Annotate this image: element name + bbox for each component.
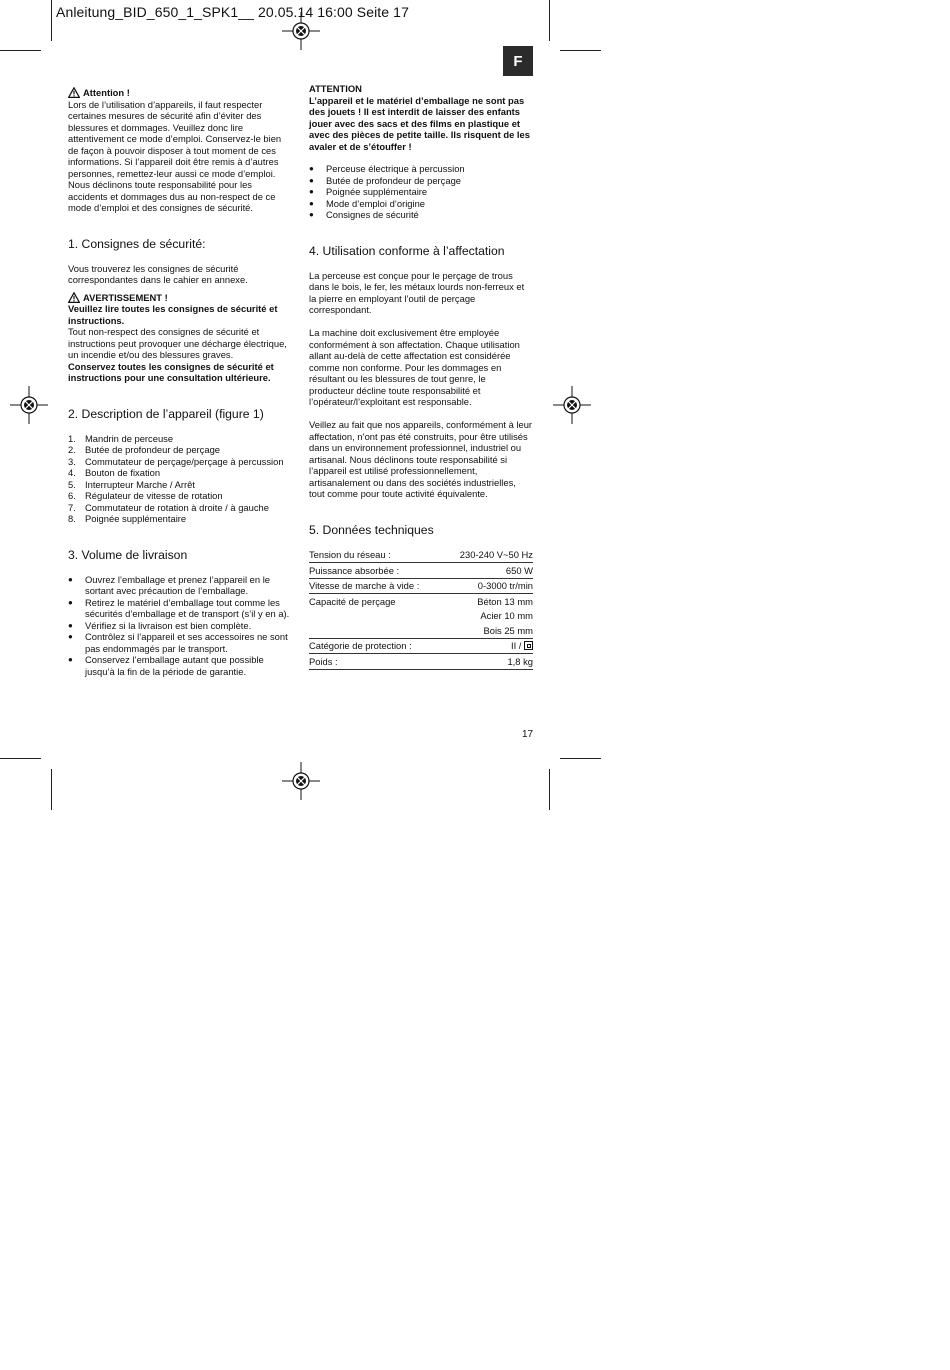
list-item: 8. Poignée supplémentaire (68, 513, 187, 524)
technical-data-table (309, 548, 533, 670)
list-item: ● Retirez le matériel d’emballage tout comme les sécurités d’emballage et de transport (s’il y en a). (68, 596, 290, 619)
section-4-title: 4. Utilisation conforme à l’affectation (309, 243, 505, 258)
attention-right-text: L’appareil et le matériel d’emballage ne sont pas des jouets ! Il est interdit de laisser des enfants jouer avec des sacs et des films en plastique et avec des pièces de petite taille. Ils risquent de les avaler et de s’étouffer ! (309, 94, 530, 152)
crop-mark (549, 769, 550, 810)
warning-triangle-icon (68, 87, 80, 98)
table-row: Puissance absorbée : 650 W (309, 563, 533, 579)
bullet-icon: ● (309, 198, 314, 208)
list-item: ● Butée de profondeur de perçage (309, 174, 461, 186)
list-item: ● Vérifiez si la livraison est bien complète. (68, 619, 252, 631)
table-row: Catégorie de protection : II / (309, 638, 533, 654)
section-2-title: 2. Description de l’appareil (figure 1) (68, 406, 264, 421)
list-item: 1. Mandrin de perceuse (68, 432, 174, 444)
print-slug: Anleitung_BID_650_1_SPK1__ 20.05.14 16:00 Seite 17 (56, 4, 409, 20)
list-item: 5. Interrupteur Marche / Arrêt (68, 478, 195, 490)
package-contents-list (309, 163, 533, 221)
bullet-icon: ● (68, 597, 73, 607)
registration-mark-icon (282, 762, 320, 800)
table-row: Capacité de perçage Béton 13 mm (309, 595, 533, 607)
section-3-title: 3. Volume de livraison (68, 547, 188, 562)
list-item: ● Ouvrez l’emballage et prenez l’appareil en le sortant avec précaution de l’emballage. (68, 573, 271, 596)
crop-mark (560, 758, 601, 759)
warning-bold-2: Conservez toutes les consignes de sécurité et instructions pour une consultation ultérieure. (68, 360, 274, 383)
table-row: Poids : 1,8 kg (309, 654, 533, 670)
list-item: 7. Commutateur de rotation à droite / à gauche (68, 501, 269, 513)
warning-title: AVERTISSEMENT ! (83, 291, 168, 303)
crop-mark (560, 50, 601, 51)
bullet-icon: ● (68, 620, 73, 630)
crop-mark (51, 769, 52, 810)
bullet-icon: ● (309, 210, 314, 219)
crop-mark (0, 758, 41, 759)
section-1-text: Vous trouverez les consignes de sécurité correspondantes dans le cahier en annexe. (68, 262, 248, 285)
right-column (309, 83, 533, 670)
list-item: ● Conservez l’emballage autant que possible jusqu’à la fin de la période de garantie. (68, 654, 264, 677)
table-row: Vitesse de marche à vide : 0-3000 tr/min (309, 578, 533, 594)
bullet-icon: ● (68, 574, 73, 584)
attention-heading (68, 87, 290, 99)
table-row: Acier 10 mm (480, 610, 533, 621)
warning-heading (68, 292, 290, 304)
list-item: 3. Commutateur de perçage/perçage à percussion (68, 455, 284, 467)
list-item: ● Contrôlez si l’appareil et ses accessoires ne sont pas endommagés par le transport. (68, 631, 288, 654)
attention-right-title: ATTENTION (309, 83, 362, 94)
registration-mark-icon (553, 386, 591, 424)
attention-text: Lors de l’utilisation d’appareils, il faut respecter certaines mesures de sécurité afin d’éviter des blessures et dommages. Veuillez donc lire attentivement ce mode d’emploi. Conservez-le bien de façon à pouvoir disposer à tout moment de ces informations. Si l’appareil doit être remis à d’autres personnes, remettez-leur aussi ce mode d’emploi. Nous déclinons toute responsabilité pour les accidents et dommages dus au non-respect de ce mode d’emploi et des consignes de sécurité. (68, 98, 282, 213)
section-4-paragraph-1: La perceuse est conçue pour le perçage de trous dans le bois, le fer, les métaux lourds non-ferreux et la pierre en employant l’outil de perçage correspondant. (309, 269, 525, 315)
list-item: 6. Régulateur de vitesse de rotation (68, 490, 223, 501)
section-1-title: 1. Consignes de sécurité: (68, 236, 206, 251)
parts-list (68, 433, 290, 525)
registration-mark-icon (282, 12, 320, 50)
table-row: Bois 25 mm (309, 623, 533, 638)
list-item: 2. Butée de profondeur de perçage (68, 444, 220, 455)
list-item: 4. Bouton de fixation (68, 467, 161, 478)
section-4-paragraph-2: La machine doit exclusivement être employée conformément à son affectation. Chaque utilisation allant au-delà de cette affectation est considérée comme non conforme. Pour les dommages en résultant ou les blessures de tout genre, le producteur décline toute responsabilité et l’opérateur/l’exploitant est responsable. (309, 327, 520, 407)
delivery-steps-list (68, 574, 290, 678)
list-item: ● Mode d’emploi d’origine (309, 197, 426, 209)
warning-bold-1: Veuillez lire toutes les consignes de sécurité et instructions. (68, 303, 278, 326)
crop-mark (549, 0, 550, 41)
protection-class-ii-icon (524, 641, 533, 650)
bullet-icon: ● (309, 187, 314, 196)
left-column (68, 87, 290, 677)
section-4-paragraph-3: Veillez au fait que nos appareils, conformément à leur affectation, n’ont pas été construits, pour être utilisés dans un environnement professionnel, industriel ou artisanal. Nous déclinons toute responsabilité si l’appareil est utilisé professionnellement, artisanalement ou dans des sociétés industrielles, tout comme pour toute activité équivalente. (309, 419, 533, 499)
bullet-icon: ● (68, 655, 73, 664)
list-item: ● Perceuse électrique à percussion (309, 163, 465, 174)
bullet-icon: ● (309, 175, 314, 185)
section-5-title: 5. Données techniques (309, 522, 434, 537)
crop-mark (51, 0, 52, 41)
registration-mark-icon (10, 386, 48, 424)
list-item: ● Poignée supplémentaire (309, 186, 428, 197)
language-tab: F (503, 46, 533, 76)
table-row: Tension du réseau : 230-240 V~50 Hz (309, 548, 533, 563)
warning-triangle-icon (68, 292, 80, 303)
attention-title: Attention ! (83, 87, 130, 98)
warning-text: Tout non-respect des consignes de sécurité et instructions peut provoquer une décharge électrique, un incendie et/ou des blessures graves. (68, 326, 287, 360)
bullet-icon: ● (68, 632, 73, 641)
crop-mark (0, 50, 41, 51)
list-item: ● Consignes de sécurité (309, 209, 419, 220)
bullet-icon: ● (309, 164, 314, 173)
page-number: 17 (522, 729, 534, 740)
